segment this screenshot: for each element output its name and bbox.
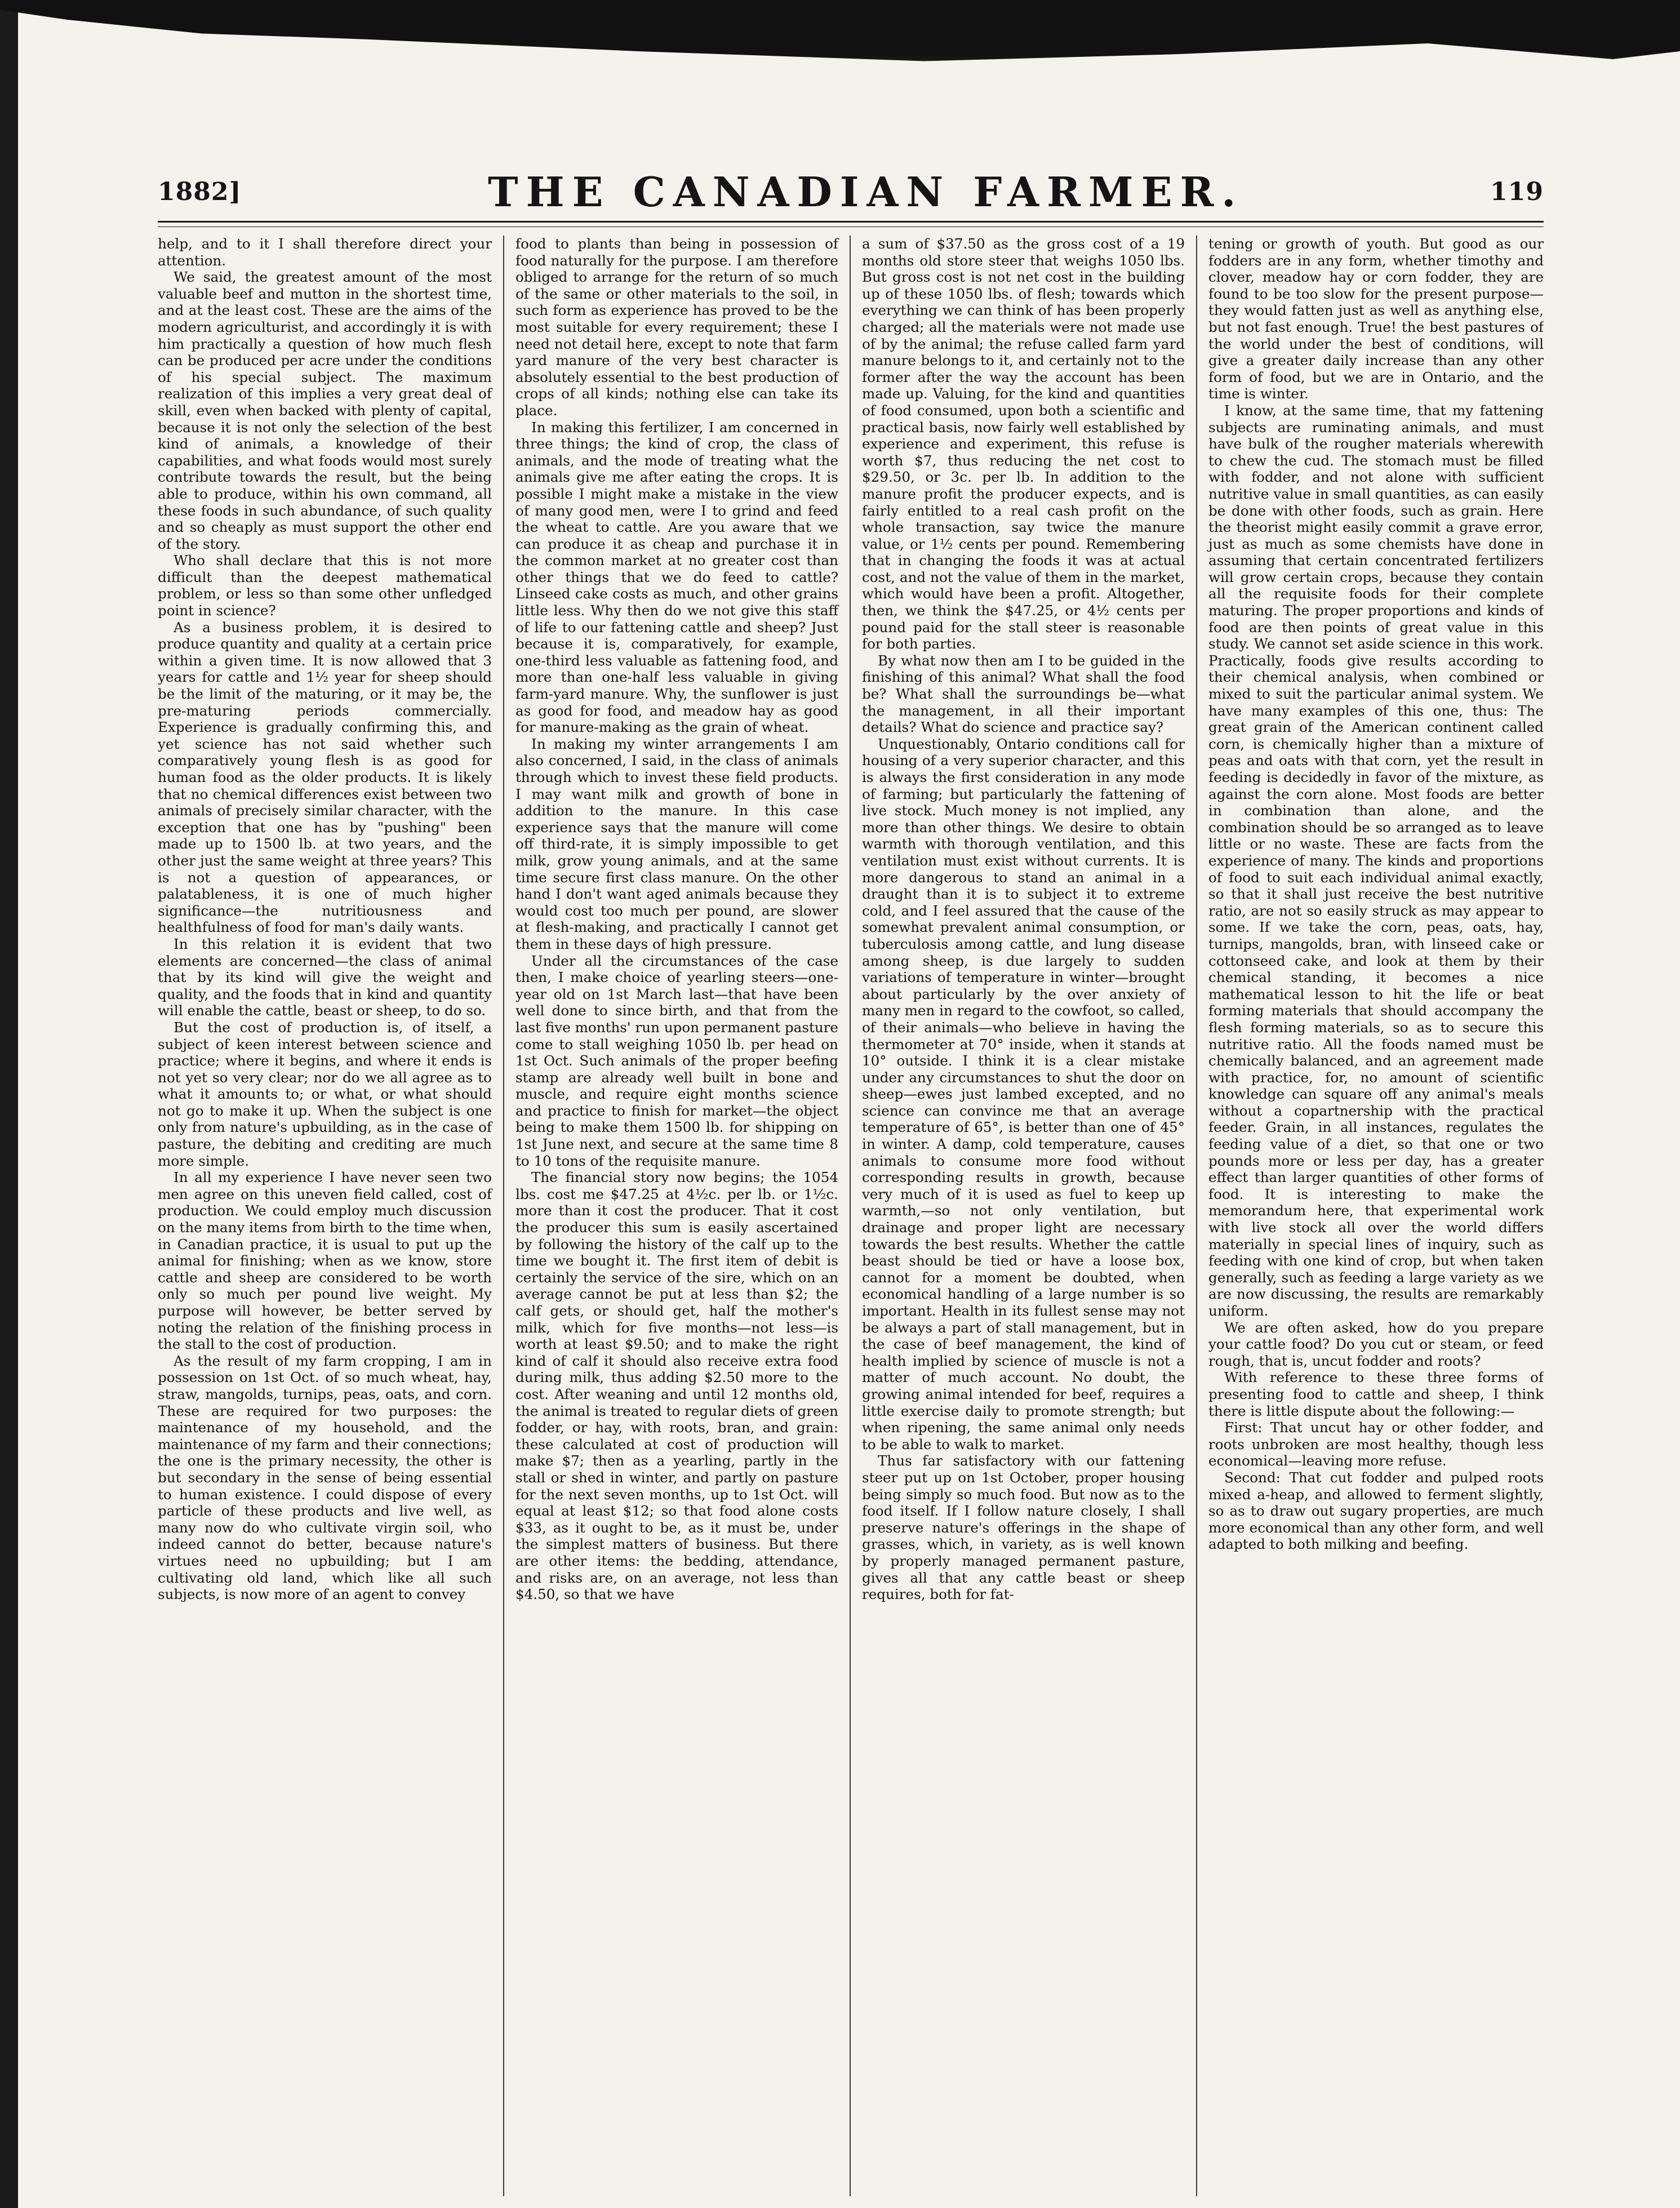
paragraph: tening or growth of youth. But good as our fodders are in any form, whether timothy and clover, meadow hay or corn fodder, they are found to be too slow for the present purpose—they would fatten just as well as anything else, but not fast enough. True! the best pastures of the world under the best of conditions, will give a greater daily increase than any other form of food, but we are in Ontario, and the time is winter. <box>1208 236 1544 402</box>
header-rule-thin <box>158 226 1544 227</box>
paragraph: help, and to it I shall therefore direct your attention. <box>158 236 492 269</box>
column-4 <box>1197 236 1544 2196</box>
paragraph: As the result of my farm cropping, I am in possession on 1st Oct. of so much wheat, hay, straw, mangolds, turnips, peas, oats, and corn. These are required for two purposes: the maintenance of my household, and the maintenance of my farm and their connections; the one is the primary necessity, the other is but secondary in the sense of being essential to human existence. I could dispose of every particle of these products and live well, as many now do who cultivate virgin soil, who indeed cannot do better, because nature's virtues need no upbuilding; but I am cultivating old land, which like all such subjects, is now more of an agent to convey <box>158 1352 492 1603</box>
paragraph: The financial story now begins; the 1054 lbs. cost me $47.25 at 4½c. per lb. or 1½c. more than it cost the producer. That it cost the producer this sum is easily ascertained by following the history of the calf up to the time we bought it. The first item of debit is certainly the service of the sire, which on an average cannot be put at less than $2; the calf gets, or should get, half the mother's milk, which for five months—not less—is worth at least $9.50; and to make the right kind of calf it should also receive extra food during milk, thus adding $2.50 more to the cost. After weaning and until 12 months old, the animal is treated to regular diets of green fodder, or hay, with roots, bran, and grain: these calculated at cost of production will make $7; then as a yearling, partly in the stall or shed in winter, and partly on pasture for the next seven months, up to 1st Oct. will equal at least $12; so that food alone costs $33, as it ought to be, as it must be, under the simplest matters of business. But there are other items: the bedding, attendance, and risks are, on an average, not less than $4.50, so that we have <box>515 1169 838 1603</box>
article-columns <box>158 236 1544 2196</box>
paragraph: In making my winter arrangements I am also concerned, I said, in the class of animals through which to invest these field products. I may want milk and growth of bone in addition to the manure. In this case experience says that the manure will come off third-rate, it is simply impossible to get milk, grow young animals, and at the same time secure first class manure. On the other hand I don't want aged animals because they would cost too much per pound, are slower at flesh-making, and practically I cannot get them in these days of high pressure. <box>515 735 838 952</box>
paragraph: Unquestionably, Ontario conditions call for housing of a very superior character, and this is always the first consideration in any mode of farming; but particularly the fattening of live stock. Much money is not implied, any more than other things. We desire to obtain warmth with thorough ventilation, and this ventilation must exist without currents. It is more dangerous to stand an animal in a draught than it is to subject it to extreme cold, and I feel assured that the cause of the somewhat prevalent animal consumption, or tuberculosis among cattle, and lung disease among sheep, is due largely to sudden variations of temperature in winter—brought about particularly by the over anxiety of many men in regard to the cowfoot, so called, of their animals—who believe in having the thermometer at 70° inside, when it stands at 10° outside. I think it is a clear mistake under any circumstances to shut the door on sheep—ewes just lambed excepted, and no science can convince me that an average temperature of 65°, is better than one of 45° in winter. A damp, cold temperature, causes animals to consume more food without corresponding results in growth, because very much of it is used as fuel to keep up warmth,—so not only ventilation, but drainage and proper light are necessary towards the best results. Whether the cattle beast should be tied or have a loose box, cannot for a moment be doubted, when economical handling of a large number is so important. Health in its fullest sense may not be always a part of stall management, but in the case of beef management, the kind of health implied by science of muscle is not a matter of much account. No doubt, the growing animal intended for beef, requires a little exercise daily to promote strength; but when ripening, the same animal only needs to be able to walk to market. <box>862 735 1185 1452</box>
page-number: 119 <box>1490 177 1544 206</box>
column-2 <box>504 236 851 2196</box>
paragraph: In all my experience I have never seen two men agree on this uneven field called, cost of production. We could employ much discussion on the many items from birth to the time when, in Canadian practice, it is usual to put up the animal for finishing; when as we know, store cattle and sheep are considered to be worth only so much per pound live weight. My purpose will however, be better served by noting the relation of the finishing process in the stall to the cost of production. <box>158 1169 492 1353</box>
header-rule <box>158 221 1544 223</box>
paragraph: Who shall declare that this is not more difficult than the deepest mathematical problem, or less so than some other unfledged point in science? <box>158 552 492 619</box>
paragraph: By what now then am I to be guided in the finishing of this animal? What shall the food be? What shall the surroundings be—what the management, in all their important details? What do science and practice say? <box>862 652 1185 736</box>
paragraph: Under all the circumstances of the case then, I make choice of yearling steers—one-year old on 1st March last—that have been well done to since birth, and that from the last five months' run upon permanent pasture come to stall weighing 1050 lb. per head on 1st Oct. Such animals of the proper beefing stamp are already well built in bone and muscle, and require eight months science and practice to finish for market—the object being to make them 1500 lb. for shipping on 1st June next, and secure at the same time 8 to 10 tons of the requisite manure. <box>515 952 838 1169</box>
paragraph: food to plants than being in possession of food naturally for the purpose. I am therefore obliged to arrange for the return of so much of the same or other materials to the soil, in such form as experience has proved to be the most suitable for every requirement; these I need not detail here, except to note that farm yard manure of the very best character is absolutely essential to the best production of crops of all kinds; nothing else can take its place. <box>515 236 838 419</box>
paragraph: We said, the greatest amount of the most valuable beef and mutton in the shortest time, and at the least cost. These are the aims of the modern agriculturist, and accordingly it is with him practically a question of how much flesh can be produced per acre under the conditions of his special subject. The maximum realization of this implies a very great deal of skill, even when backed with plenty of capital, because it is not only the selection of the best kind of animals, a knowledge of their capabilities, and what foods would most surely contribute towards the result, but the being able to produce, within his own command, all these foods in such abundance, of such quality and so cheaply as must support the other end of the story. <box>158 269 492 552</box>
paragraph: In making this fertilizer, I am concerned in three things; the kind of crop, the class of animals, and the mode of treating what the animals give me after eating the crops. It is possible I might make a mistake in the view of many good men, were I to grind and feed the wheat to cattle. Are you aware that we can produce it as cheap and purchase it in the common market at no greater cost than other things that we do feed to cattle? Linseed cake costs as much, and other grains little less. Why then do we not give this staff of life to our fattening cattle and sheep? Just because it is, comparatively, for example, one-third less valuable as fattening food, and more than one-half less valuable in giving farm-yard manure. Why, the sunflower is just as good for food, and meadow hay as good for manure-making as the grain of wheat. <box>515 419 838 736</box>
paragraph: As a business problem, it is desired to produce quantity and quality at a certain price within a given time. It is now allowed that 3 years for cattle and 1½ year for sheep should be the limit of the maturing, or it may be, the pre-maturing periods commercially. Experience is gradually confirming this, and yet science has not said whether such comparatively young flesh is as good for human food as the older products. It is likely that no chemical differences exist between two animals of precisely similar character, with the exception that one has by "pushing" been made up to 1500 lb. at two years, and the other just the same weight at three years? This is not a question of appearances, or palatableness, it is one of much higher significance—the nutritiousness and healthfulness of food for man's daily wants. <box>158 619 492 936</box>
paragraph: With reference to these three forms of presenting food to cattle and sheep, I think there is little dispute about the following:— <box>1208 1369 1544 1419</box>
column-1 <box>158 236 504 2196</box>
issue-year: 1882] <box>158 177 242 206</box>
paragraph: Thus far satisfactory with our fattening steer put up on 1st October, proper housing being simply so much food. But now as to the food itself. If I follow nature closely, I shall preserve nature's offerings in the shape of grasses, which, in variety, as is well known by properly managed permanent pasture, gives all that any cattle beast or sheep requires, both for fat- <box>862 1452 1185 1603</box>
scan-bleed-top <box>0 0 1680 99</box>
scan-edge <box>0 0 18 2208</box>
paragraph: Second: That cut fodder and pulped roots mixed a-heap, and allowed to ferment slightly, so as to draw out sugary properties, are much more economical than any other form, and well adapted to both milking and beefing. <box>1208 1469 1544 1553</box>
paragraph: But the cost of production is, of itself, a subject of keen interest between science and practice; where it begins, and where it ends is not yet so very clear; nor do we all agree as to what it amounts to; or what, or what should not go to make it up. When the subject is one only from nature's upbuilding, as in the case of pasture, the debiting and crediting are much more simple. <box>158 1019 492 1169</box>
paragraph: a sum of $37.50 as the gross cost of a 19 months old store steer that weighs 1050 lbs. But gross cost is not net cost in the building up of these 1050 lbs. of flesh; towards which everything we can think of has been properly charged; all the materials were not made use of by the animal; the refuse called farm yard manure belongs to it, and certainly not to the former after the way the account has been made up. Valuing, for the kind and quantities of food consumed, upon both a scientific and practical basis, now fairly well established by experience and experiment, this refuse is worth $7, thus reducing the net cost to $29.50, or 3c. per lb. In addition to the manure profit the producer expects, and is fairly entitled to a real cash profit on the whole transaction, say twice the manure value, or 1½ cents per pound. Remembering that in changing the foods it was at actual cost, and not the value of them in the market, which would have been a profit. Altogether, then, we think the $47.25, or 4½ cents per pound paid for the stall steer is reasonable for both parties. <box>862 236 1185 652</box>
column-3 <box>851 236 1197 2196</box>
paragraph: We are often asked, how do you prepare your cattle food? Do you cut or steam, or feed rough, that is, uncut fodder and roots? <box>1208 1319 1544 1369</box>
paragraph: I know, at the same time, that my fattening subjects are ruminating animals, and must have bulk of the rougher materials wherewith to chew the cud. The stomach must be filled with fodder, and not alone with sufficient nutritive value in small quantities, as can easily be done with other foods, such as grain. Here the theorist might easily commit a grave error, just as much as some chemists have done in assuming that certain concentrated fertilizers will grow certain crops, because they contain all the requisite foods for their complete maturing. The proper proportions and kinds of food are then points of great value in this study. We cannot set aside science in this work. Practically, foods give results according to their chemical analysis, when combined or mixed to suit the particular animal system. We have many examples of this one, thus: The great grain of the American continent called corn, is chemically higher than a mixture of peas and oats with that corn, yet the result in feeding is decidedly in favor of the mixture, as against the corn alone. Most foods are better in combination than alone, and the combination should be so arranged as to leave little or no waste. These are facts from the experience of many. The kinds and proportions of food to suit each individual animal exactly, so that it shall just receive the best nutritive ratio, are not so easily struck as may appear to some. If we take the corn, peas, oats, hay, turnips, mangolds, bran, with linseed cake or cottonseed cake, and look at them by their chemical standing, it becomes a nice mathematical lesson to hit the life or beat forming materials that should accompany the flesh forming materials, so as to secure this nutritive ratio. All the foods named must be chemically balanced, and an agreement made with practice, for, no amount of scientific knowledge can square off any animal's meals without a copartnership with the practical feeder. Grain, in all instances, regulates the feeding value of a diet, so that one or two pounds more or less per day, has a greater effect than larger quantities of other forms of food. It is interesting to make the memorandum here, that experimental work with live stock all over the world differs materially in special lines of inquiry, such as feeding with one kind of crop, but when taken generally, such as feeding a large variety as we are now discussing, the results are remarkably uniform. <box>1208 402 1544 1319</box>
masthead-title: THE CANADIAN FARMER. <box>488 167 1244 216</box>
paragraph: In this relation it is evident that two elements are concerned—the class of animal that by its kind will give the weight and quality, and the foods that in kind and quantity will enable the cattle, beast or sheep, to do so. <box>158 935 492 1019</box>
paragraph: First: That uncut hay or other fodder, and roots unbroken are most healthy, though less economical—leaving more refuse. <box>1208 1419 1544 1469</box>
page-header <box>158 163 1544 220</box>
